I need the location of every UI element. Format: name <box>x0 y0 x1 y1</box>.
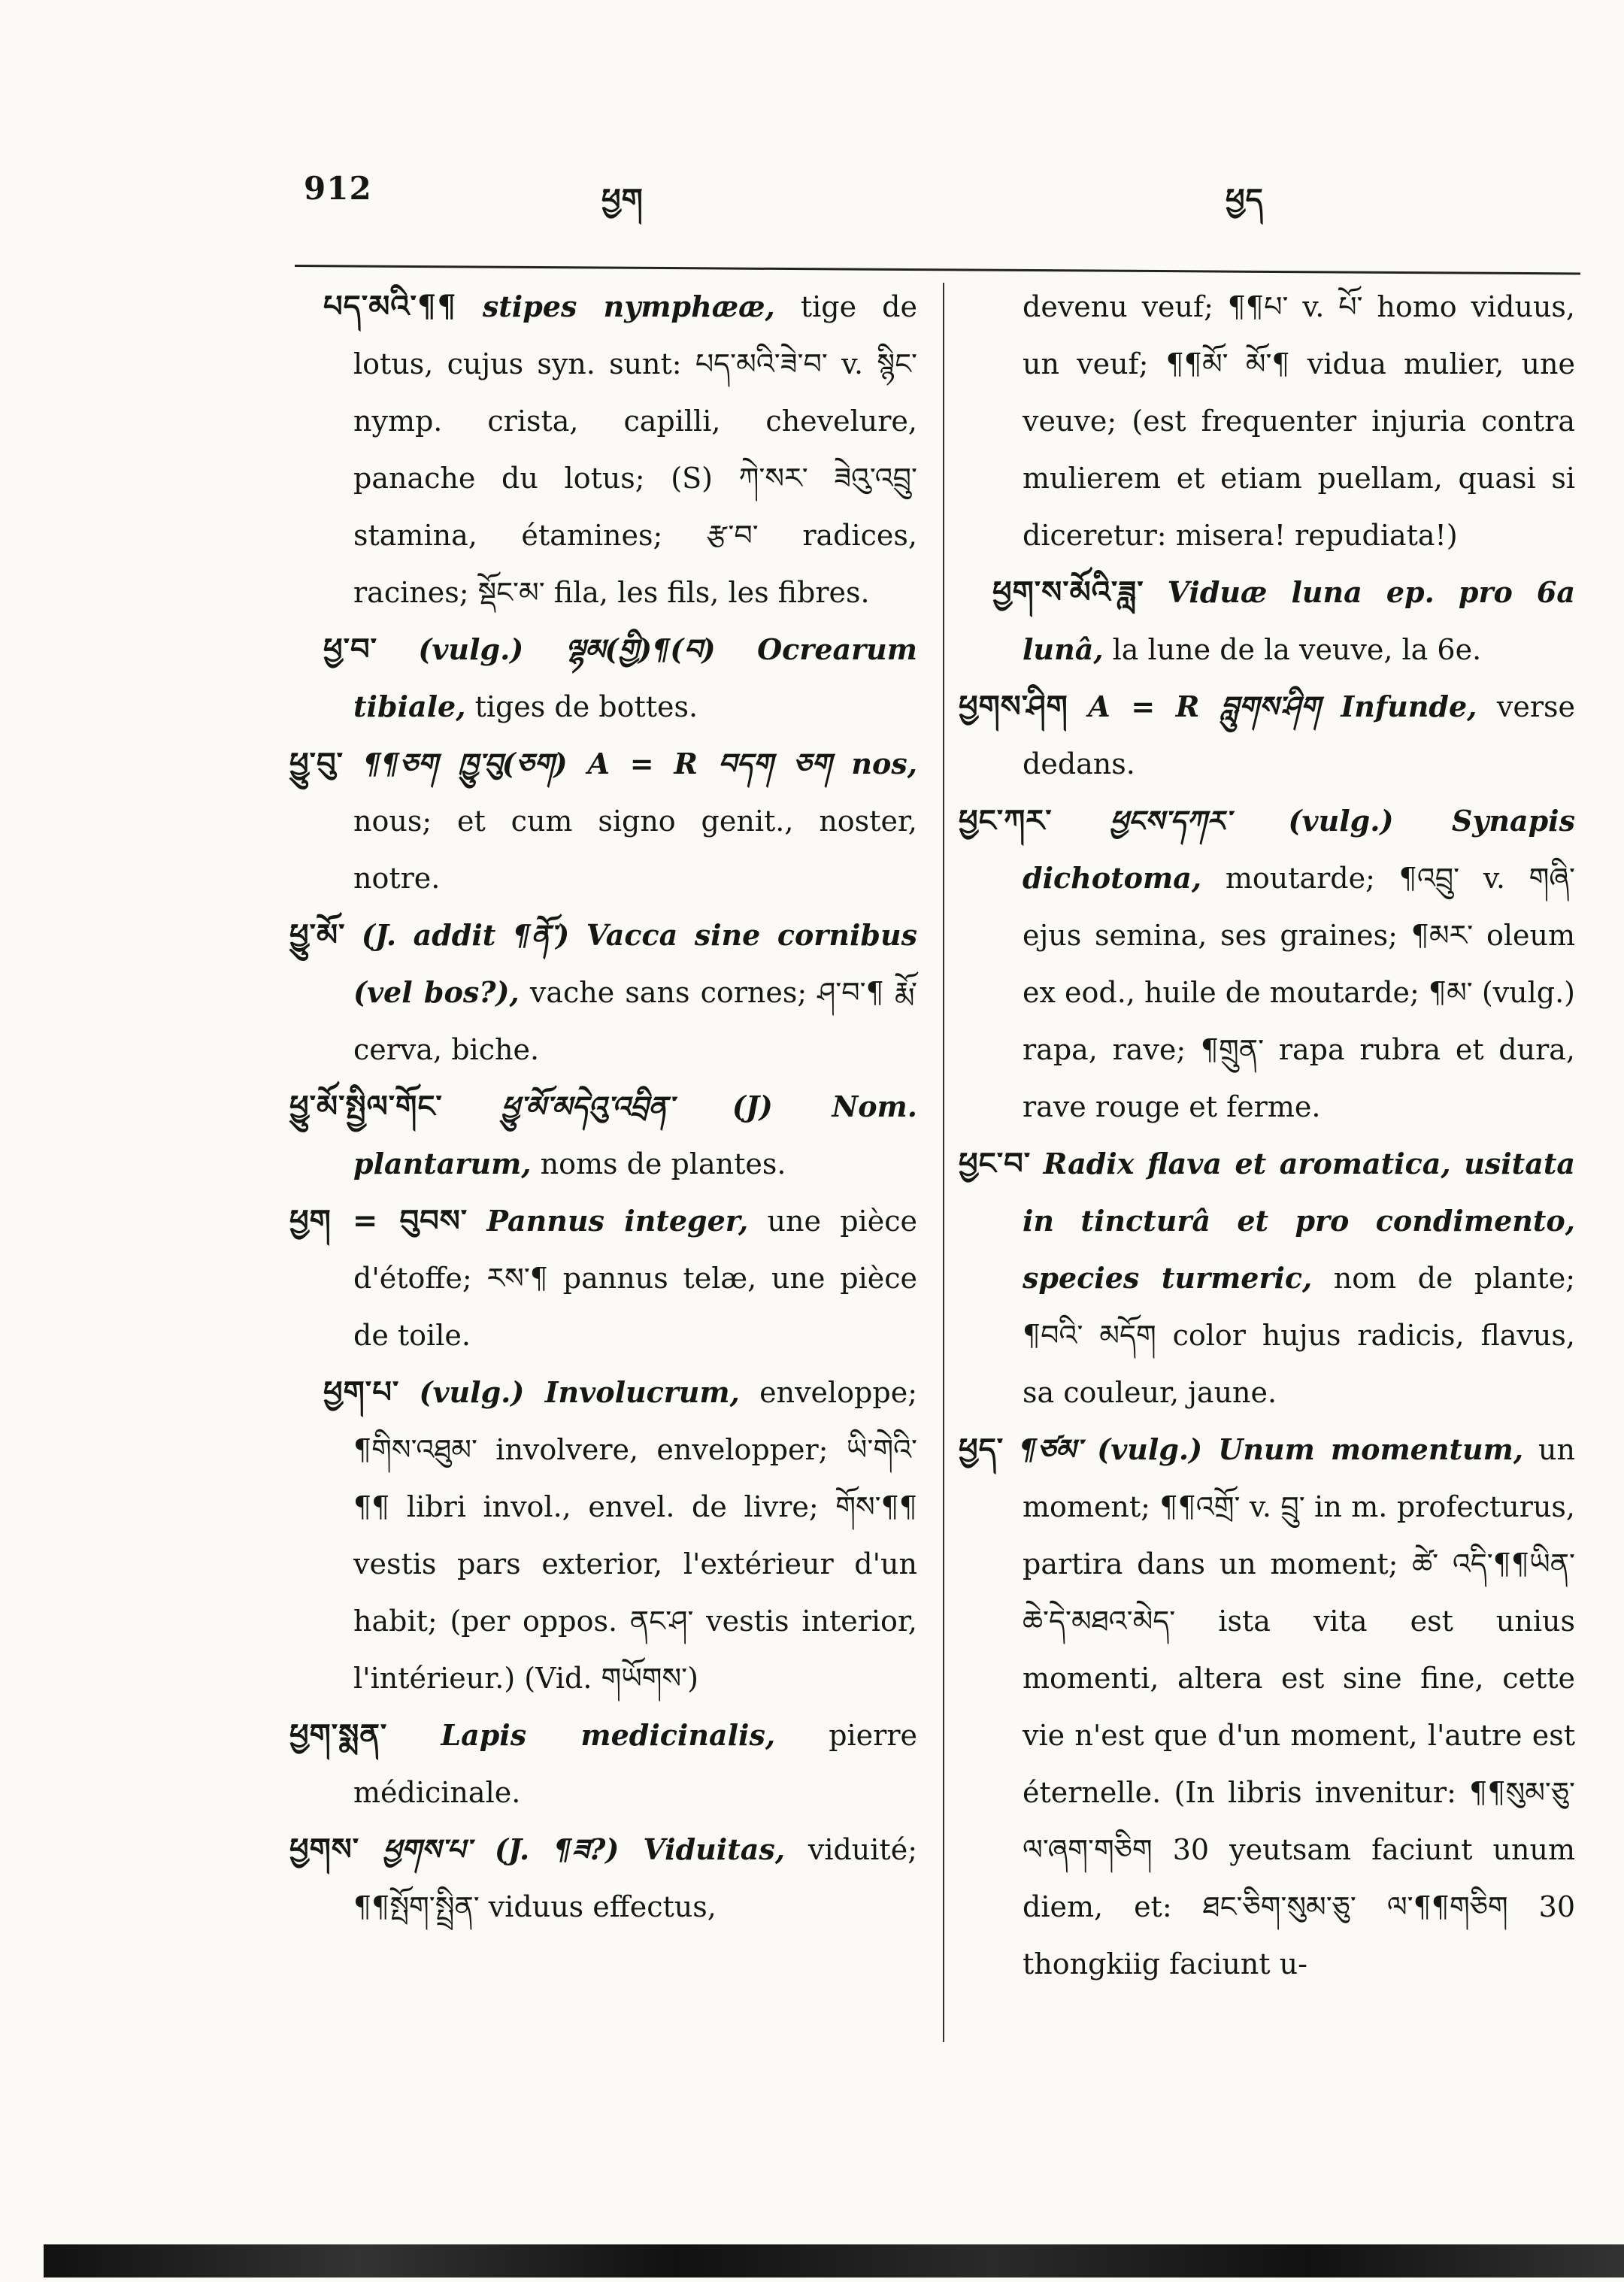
dictionary-entry: ཕྱག་པ་ (vulg.) Involucrum, enveloppe; ¶གིས་འཐུམ་ involvere, envelopper; ཡི་གེའི་¶¶ libri invol., envel. de livre; གོས་¶¶ vestis pars exterior, l'extérieur d'un habit; (per oppos. ནང་ཤ་ vestis interior, l'intérieur.) (Vid. གཡོགས་) <box>323 1374 917 1695</box>
dictionary-entry: ཕྱག་སྨན་ Lapis medicinalis, pierre médicinale. <box>289 1717 917 1809</box>
dictionary-entry: ཕྱད་ ¶ཙམ་ (vulg.) Unum momentum, un moment; ¶¶འགྲོ་ v. བྲུ་ in m. profecturus, partira dans un moment; ཚེ་ འདི་¶¶ཡིན་ཆེ་དེ་མཐའ་མེད་ ista vita est unius momenti, altera est sine fine, cette vie n'est que d'un moment, l'autre est éternelle. (In libris invenitur: ¶¶སུམ་ཅུ་ལ་ཞག་གཅིག 30 yeutsam faciunt unum diem, et: ཐང་ཅིག་སུམ་ཅུ་ ལ་¶¶གཅིག 30 thongkiig faciunt u- <box>959 1432 1575 1980</box>
header-rule <box>295 265 1580 274</box>
dictionary-entry: ཕྱུ་མོ་སྤྱིལ་གོང་ ཕྱུ་མོ་མདེའུ་འབྲིན་ (J) Nom. plantarum, noms de plantes. <box>289 1089 917 1180</box>
right-running-head: ཕྱད <box>1226 182 1264 217</box>
scan-bottom-band <box>44 2244 1624 2277</box>
dictionary-entry: ཕྱགས་ ཕྱགས་པ་ (J. ¶ཟ?) Viduitas, viduité; ¶¶སྤོག་སྤྲིན་ viduus effectus, <box>289 1832 917 1923</box>
dictionary-entry: devenu veuf; ¶¶པ་ v. པོ་ homo viduus, un veuf; ¶¶མོ་ མོ་¶ vidua mulier, une veuve; (est frequenter injuria contra mulierem et etiam puellam, quasi si diceretur: misera! repudiata!) <box>1023 290 1575 552</box>
dictionary-entry: ཕྱག = བུབས་ Pannus integer, une pièce d'étoffe; རས་¶ pannus telæ, une pièce de toile. <box>289 1203 917 1352</box>
dictionary-entry: ཕྱང་ཀར་ ཕྱངས་དཀར་ (vulg.) Synapis dichotoma, moutarde; ¶འབྲུ་ v. གཞི་ ejus semina, ses graines; ¶མར་ oleum ex eod., huile de moutarde; ¶མ་ (vulg.) rapa, rave; ¶གྲུན་ rapa rubra et dura, rave rouge et ferme. <box>959 803 1575 1123</box>
dictionary-entry: ཕྱགས་ཤིག A = R བླུགས་ཤིག Infunde, verse dedans. <box>959 689 1575 780</box>
right-column <box>959 278 1575 1993</box>
dictionary-entry: ཕྱུ་མོ་ (J. addit ¶ནོ་) Vacca sine cornibus (vel bos?), vache sans cornes; ཤ་བ་¶ རྨོ་ cerva, biche. <box>289 917 918 1066</box>
column-divider <box>943 283 944 2042</box>
page-number: 912 <box>304 170 372 207</box>
dictionary-entry: ཕྱང་བ་ Radix flava et aromatica, usitata in tincturâ et pro condimento, species turmeric, nom de plante; ¶བའི་ མདོག color hujus radicis, flavus, sa couleur, jaune. <box>959 1146 1575 1409</box>
dictionary-entry: ཕྱུ་བུ་ ¶¶ཅག ཁྱུ་བུ(ཅག) A = R བདག ཅག nos, nous; et cum signo genit., noster, notre. <box>289 746 917 895</box>
dictionary-entry: པད་མའི་¶¶ stipes nymphææ, tige de lotus, cujus syn. sunt: པད་མའི་ཟེ་བ་ v. སྙིང་nymp. crista, capilli, chevelure, panache du lotus; (S) ཀེ་སར་ ཟེའུ་འབྲུ་ stamina, étamines; རྩ་བ་ radices, racines; སྡོང་མ་ fila, les fils, les fibres. <box>323 289 917 609</box>
left-running-head: ཕྱག <box>601 182 644 217</box>
dictionary-entry: ཕྱག་ས་མོའི་ཟླ་ Viduæ luna ep. pro 6a lunâ, la lune de la veuve, la 6e. <box>992 574 1575 666</box>
dictionary-entry: ཕྱ་བ་ (vulg.) ལྷམ(གྱི)¶(བ) Ocrearum tibiale, tiges de bottes. <box>323 632 917 723</box>
left-column <box>289 278 917 1935</box>
